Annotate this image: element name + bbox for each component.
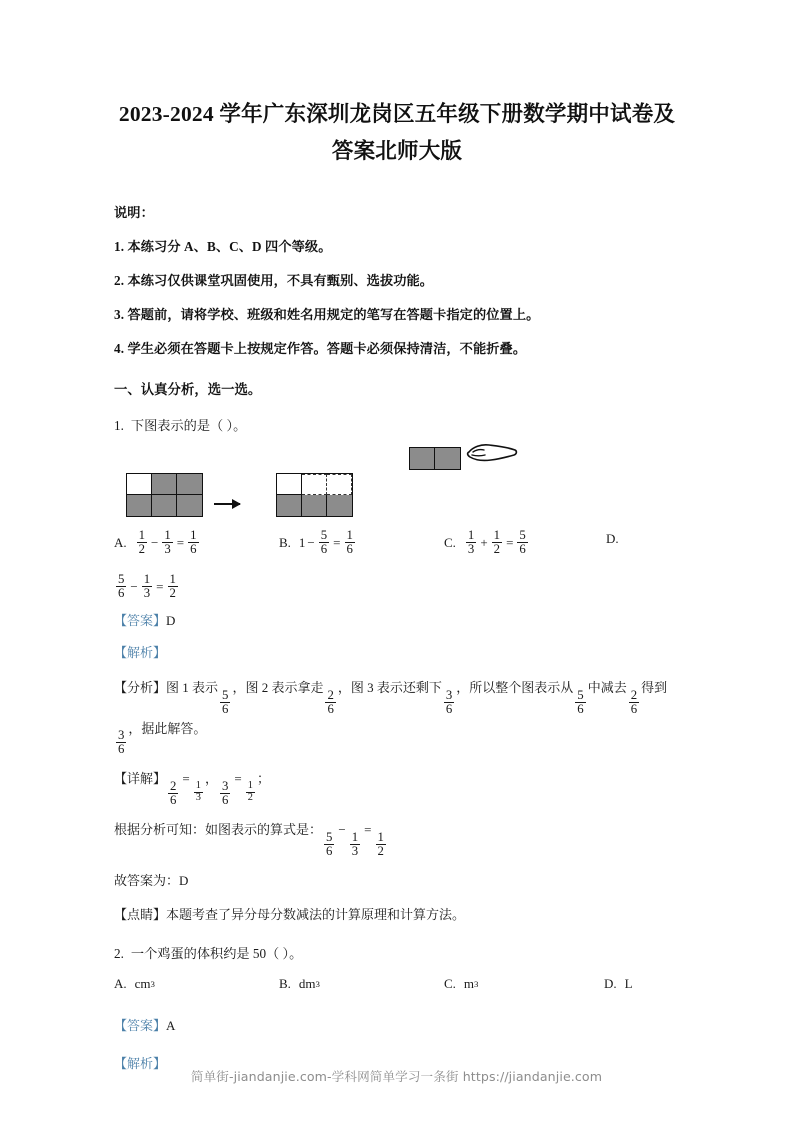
equals-sign: = [506, 535, 514, 551]
option-unit: cm [134, 975, 151, 991]
fraction-denominator: 3 [351, 843, 359, 858]
question-1-options [114, 529, 680, 555]
question-1-analysis-text [114, 675, 680, 756]
fraction-denominator: 6 [519, 542, 526, 557]
analysis-segment: 得到 [641, 680, 668, 696]
analysis-segment: ，据此解答。 [128, 720, 207, 736]
option-d-math [114, 573, 180, 600]
fraction [325, 689, 335, 716]
option-label: B. [279, 975, 291, 991]
point-label: 【点睛】 [114, 906, 167, 922]
fraction-numerator: 1 [164, 528, 171, 543]
analysis-tag: 【解析】 [114, 645, 167, 661]
fraction-denominator: 6 [118, 586, 125, 601]
hand-icon [463, 441, 519, 471]
question-2-answer [114, 1016, 680, 1037]
instruction-item: 1. 本练习分 A、B、C、D 四个等级。 [114, 238, 332, 254]
fraction-denominator: 6 [222, 701, 229, 716]
grid-cell [435, 448, 460, 469]
fraction [220, 780, 230, 807]
option-exponent: 3 [150, 978, 155, 989]
option-exponent: 3 [474, 978, 479, 989]
question-1-detail [114, 767, 680, 807]
grid-cell [327, 495, 352, 516]
fraction-numerator: 5 [222, 687, 229, 702]
question-1-figure [114, 445, 680, 521]
arrow-right-icon [214, 503, 240, 505]
fraction [168, 780, 178, 807]
answer-value: A [166, 1017, 176, 1033]
fraction-numerator: 5 [577, 687, 584, 702]
option-unit: dm [298, 975, 316, 991]
fraction-denominator: 3 [164, 542, 171, 557]
instructions-heading: 说明： [114, 204, 154, 220]
integer-one: 1 [298, 535, 306, 551]
fraction-denominator: 2 [247, 792, 253, 804]
fraction-denominator: 6 [346, 542, 353, 557]
footer-watermark: 简单街-jiandanjie.com-学科网简单学习一条街 https://jiandanjie.com [190, 1069, 603, 1084]
fraction-denominator: 6 [630, 701, 638, 716]
page-content [114, 0, 680, 1086]
analysis-segment: 图 1 表示 [166, 680, 219, 696]
option-b[interactable] [279, 529, 357, 556]
option-label: C. [444, 975, 456, 991]
option-a[interactable] [114, 529, 201, 556]
grid-cell-removed [302, 474, 327, 495]
grid-cell [152, 474, 177, 495]
question-1-stem [114, 415, 680, 436]
fraction-numerator: 5 [326, 829, 333, 844]
instruction-item: 2. 本练习仅供课堂巩固使用，不具有甄别、选拔功能。 [114, 272, 434, 288]
instructions-block [114, 203, 680, 359]
answer-tag: 【答案】 [114, 1017, 167, 1033]
question-1-answer [114, 611, 680, 632]
fraction [517, 529, 527, 556]
fraction [137, 529, 147, 556]
question-number: 2. [114, 945, 124, 961]
instruction-item: 4. 学生必须在答题卡上按规定作答。答题卡必须保持清洁，不能折叠。 [114, 340, 527, 356]
analysis-segment: ，图 3 表示还剩下 [337, 680, 442, 696]
fraction-denominator: 3 [467, 542, 475, 557]
equals-sign: = [234, 771, 242, 787]
fraction-numerator: 1 [169, 572, 176, 587]
option-d-expression[interactable] [114, 569, 680, 600]
point-text: 本题考查了异分母分数减法的计算原理和计算方法。 [166, 906, 466, 922]
fraction-denominator: 3 [195, 792, 201, 804]
fraction-numerator: 1 [195, 780, 201, 792]
fraction [376, 831, 386, 858]
fraction [142, 573, 152, 600]
fraction [575, 689, 585, 716]
detail-label: 【详解】 [114, 771, 167, 787]
fraction [162, 529, 172, 556]
fraction-numerator: 3 [118, 728, 125, 743]
minus-sign: − [151, 535, 159, 551]
option-label: C. [444, 535, 456, 551]
fraction [444, 689, 454, 716]
option-unit: m [463, 975, 475, 991]
option-label: D. [604, 975, 617, 991]
comma: ， [204, 771, 218, 787]
fraction [324, 831, 334, 858]
grid-cell [277, 474, 302, 495]
fraction [350, 831, 360, 858]
analysis-label: 【分析】 [114, 680, 167, 696]
fraction [168, 573, 178, 600]
grid-cell [410, 448, 435, 469]
fraction-denominator: 6 [118, 742, 125, 757]
option-d[interactable] [604, 976, 633, 992]
equals-sign: = [182, 771, 190, 787]
answer-tag: 【答案】 [114, 613, 167, 629]
fraction [629, 689, 639, 716]
analysis-segment: 中减去 [587, 680, 627, 696]
option-a[interactable] [114, 976, 155, 992]
fraction-denominator: 6 [577, 701, 584, 716]
figure-detached-piece [409, 447, 461, 470]
fraction-numerator: 1 [190, 528, 197, 543]
fraction-denominator: 3 [143, 586, 151, 601]
question-text: 一个鸡蛋的体积约是 50（ ）。 [130, 945, 303, 961]
fraction-denominator: 6 [221, 793, 229, 808]
grid-cell-removed [327, 474, 352, 495]
fraction-numerator: 2 [630, 687, 638, 702]
question-2-options [114, 976, 680, 996]
fraction-denominator: 6 [320, 542, 328, 557]
plus-sign: + [480, 535, 488, 551]
answer-value: D [166, 613, 176, 629]
fraction-numerator: 1 [247, 780, 253, 792]
fraction-numerator: 5 [320, 528, 328, 543]
grid-cell [127, 474, 152, 495]
option-exponent: 3 [315, 978, 320, 989]
fraction-numerator: 1 [467, 528, 475, 543]
grid-cell [152, 495, 177, 516]
fraction-numerator: 2 [170, 779, 177, 794]
question-number: 1. [114, 418, 124, 434]
option-unit: L [624, 975, 633, 991]
option-label: B. [279, 535, 291, 551]
fraction-numerator: 1 [143, 572, 151, 587]
minus-sign: − [130, 579, 138, 595]
fraction-numerator: 3 [445, 687, 453, 702]
fraction-numerator: 2 [327, 687, 334, 702]
question-text: 下图表示的是（ ）。 [130, 418, 247, 434]
analysis-segment: ，图 2 表示拿走 [232, 680, 324, 696]
fraction-denominator: 6 [326, 843, 333, 858]
grid-cell [302, 495, 327, 516]
option-d-label[interactable] [606, 529, 627, 549]
grid-cell [177, 474, 202, 495]
fraction-denominator: 6 [445, 701, 453, 716]
fraction-numerator: 1 [351, 829, 359, 844]
grid-cell [177, 495, 202, 516]
option-label: D. [606, 531, 619, 547]
equals-sign: = [176, 535, 185, 551]
fraction [188, 529, 198, 556]
fraction [194, 781, 203, 803]
fraction-numerator: 3 [221, 779, 229, 794]
fraction [345, 529, 355, 556]
fraction [116, 729, 126, 756]
section-heading: 一、认真分析，选一选。 [114, 382, 262, 398]
fraction-denominator: 6 [190, 542, 197, 557]
fraction-numerator: 1 [493, 528, 501, 543]
analysis-tag: 【解析】 [114, 1056, 167, 1072]
option-c[interactable] [444, 529, 530, 556]
question-2-stem [114, 943, 680, 964]
fraction [492, 529, 502, 556]
minus-sign: − [338, 822, 346, 838]
fraction [220, 689, 230, 716]
analysis-segment: ，所以整个图表示从 [456, 680, 574, 696]
grid-cell [277, 495, 302, 516]
semicolon: ； [256, 771, 270, 787]
fraction [246, 781, 255, 803]
fraction [466, 529, 476, 556]
fraction-numerator: 1 [346, 528, 353, 543]
question-1-point [114, 905, 680, 926]
option-c[interactable] [444, 976, 478, 992]
question-1-analysis-tag [114, 643, 680, 664]
fraction-denominator: 2 [138, 542, 146, 557]
fraction-denominator: 2 [169, 586, 176, 601]
fraction-denominator: 2 [493, 542, 501, 557]
equals-sign: = [364, 822, 372, 838]
fraction-denominator: 6 [170, 793, 177, 808]
page-title: 2023-2024 学年广东深圳龙岗区五年级下册数学期中试卷及答案北师大版 [118, 102, 676, 163]
option-b[interactable] [279, 976, 320, 992]
equals-sign: = [333, 535, 341, 551]
conclusion-text: 根据分析可知：如图表示的算式是： [114, 822, 323, 838]
fraction-numerator: 1 [138, 528, 146, 543]
figure-grid-2 [276, 473, 353, 517]
fraction-denominator: 6 [327, 701, 334, 716]
figure-grid-1 [126, 473, 203, 517]
option-label: A. [114, 975, 127, 991]
fraction-numerator: 5 [519, 528, 526, 543]
question-1-conclusion [114, 818, 680, 858]
option-label: A. [114, 535, 127, 551]
grid-cell [127, 495, 152, 516]
minus-sign: − [307, 535, 315, 551]
question-1-final-answer: 故答案为：D [114, 872, 189, 888]
instruction-item: 3. 答题前，请将学校、班级和姓名用规定的笔写在答题卡指定的位置上。 [114, 306, 540, 322]
fraction-denominator: 2 [377, 843, 384, 858]
fraction-numerator: 5 [118, 572, 125, 587]
fraction [319, 529, 329, 556]
fraction-numerator: 1 [377, 829, 384, 844]
fraction [116, 573, 126, 600]
equals-sign: = [156, 579, 164, 595]
